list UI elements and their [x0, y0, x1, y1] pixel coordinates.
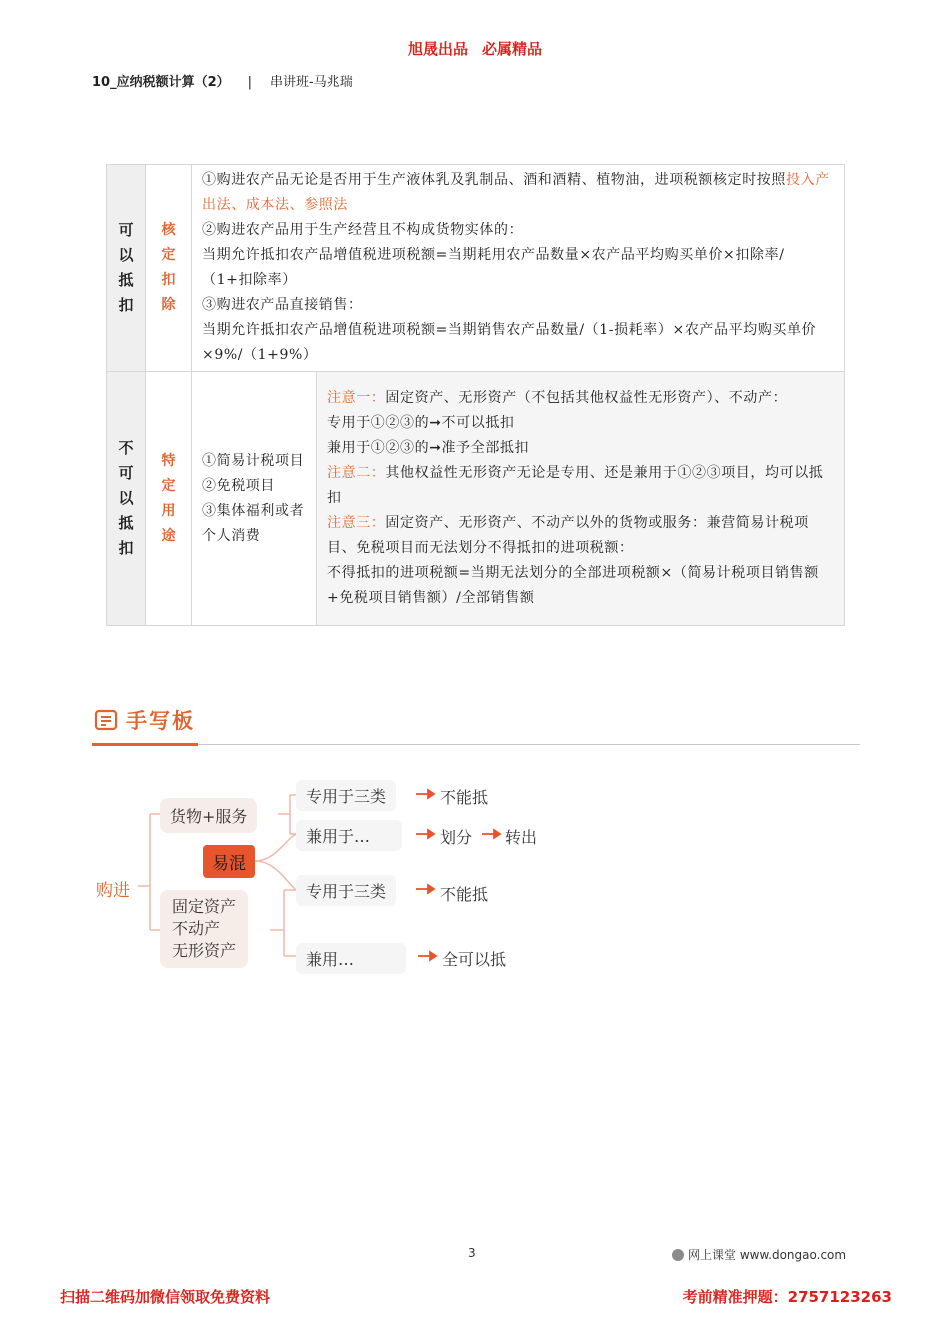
mindmap-result: 划分	[440, 828, 473, 847]
connector-b2-leaves	[270, 890, 296, 956]
subcategory-char: 定	[161, 477, 176, 494]
paragraph-text: ①购进农产品无论是否用于生产液体乳及乳制品、酒和酒精、植物油，进项税额核定时按照	[202, 172, 786, 188]
subcategory-char: 用	[161, 502, 176, 519]
subcategory-char: 扣	[161, 272, 176, 288]
paragraph: ②购进农产品用于生产经营且不构成货物实体的：	[202, 222, 524, 238]
note-text: 其他权益性无形资产无论是专用、还是兼用于①②③项目，均可以抵扣	[327, 465, 824, 506]
banner-right: 必属精品	[482, 40, 543, 58]
note-text: 固定资产、无形资产、不动产以外的货物或服务：兼营简易计税项目、免税项目而无法划分不得抵扣的进项税额：	[327, 515, 809, 556]
asset-item: 不动产	[172, 919, 221, 938]
category-char: 抵	[118, 514, 134, 532]
note-label: 注意一：	[327, 390, 386, 406]
subcategory-char: 途	[161, 527, 176, 544]
asset-item: 无形资产	[172, 941, 237, 960]
mindmap-result: 不能抵	[440, 885, 489, 904]
note-label: 注意二：	[327, 465, 386, 481]
mindmap-leaf: 兼用…	[296, 943, 406, 974]
connector-root	[138, 814, 150, 930]
use-item: ①简易计税项目	[202, 452, 305, 469]
page-number: 3	[468, 1246, 476, 1260]
use-item: ③集体福利或者个人消费	[202, 502, 305, 544]
note-line: 专用于①②③的➞不可以抵扣	[327, 415, 515, 431]
category-char: 可	[118, 464, 134, 482]
mindmap-result: 全可以抵	[442, 950, 507, 969]
mindmap-root: 购进	[96, 881, 130, 901]
note-formula: 不得抵扣的进项税额=当期无法划分的全部进项税额×（简易计税项目销售额+免税项目销售额）/全部销售额	[327, 565, 819, 606]
note-label: 注意三：	[327, 515, 386, 531]
mindmap-leaf: 专用于三类	[296, 875, 396, 906]
mindmap-leaf: 兼用于…	[296, 820, 402, 851]
note-line: 兼用于①②③的➞准予全部抵扣	[327, 440, 530, 456]
use-item: ②免税项目	[202, 477, 275, 494]
header-separator: |	[247, 75, 253, 90]
subcategory-char: 除	[161, 297, 176, 313]
category-char: 不	[118, 439, 134, 457]
dongao-logo-icon	[672, 1249, 684, 1261]
section-title: 手写板	[126, 709, 195, 733]
note-text: 固定资产、无形资产（不包括其他权益性无形资产）、不动产：	[385, 390, 788, 406]
chapter-title: 10_应纳税额计算（2）	[92, 75, 230, 90]
category-char: 可	[118, 221, 134, 239]
formula: 当期允许抵扣农产品增值税进项税额=当期耗用农产品数量×农产品平均购买单价×扣除率/（1+扣除率）	[202, 247, 785, 288]
subcategory-char: 特	[161, 452, 176, 469]
category-char: 抵	[118, 271, 134, 289]
promo-left: 扫描二维码加微信领取免费资料	[60, 1288, 271, 1306]
connector-confusing	[255, 834, 296, 890]
banner-left: 旭晟出品	[407, 40, 468, 58]
footer-logo-text: 网上课堂 www.dongao.com	[688, 1248, 847, 1262]
category-char: 扣	[118, 296, 134, 314]
footer-logo	[672, 1246, 846, 1263]
promo-right: 考前精准押题：2757123263	[682, 1288, 892, 1306]
mindmap-branch-assets	[160, 890, 248, 968]
connector-b1-leaves	[278, 795, 296, 834]
confusing-badge: 易混	[203, 845, 255, 878]
highlight-methods: 投入产出法、成本法、参照法	[202, 172, 830, 213]
asset-item: 固定资产	[172, 897, 237, 916]
mindmap-result: 不能抵	[440, 788, 489, 807]
course-name: 串讲班-马兆瑞	[270, 75, 353, 90]
paragraph: ③购进农产品直接销售：	[202, 297, 363, 313]
mindmap-result: 转出	[505, 828, 538, 847]
subcategory-char: 定	[161, 247, 176, 263]
category-char: 扣	[118, 539, 134, 557]
mindmap-leaf: 专用于三类	[296, 780, 396, 811]
formula: 当期允许抵扣农产品增值税进项税额=当期销售农产品数量/（1-损耗率）×农产品平均购买单价×9%/（1+9%）	[202, 322, 817, 363]
category-char: 以	[118, 489, 134, 507]
mindmap-branch-goods: 货物+服务	[160, 798, 257, 833]
subcategory-char: 核	[161, 222, 176, 238]
category-char: 以	[118, 246, 134, 264]
